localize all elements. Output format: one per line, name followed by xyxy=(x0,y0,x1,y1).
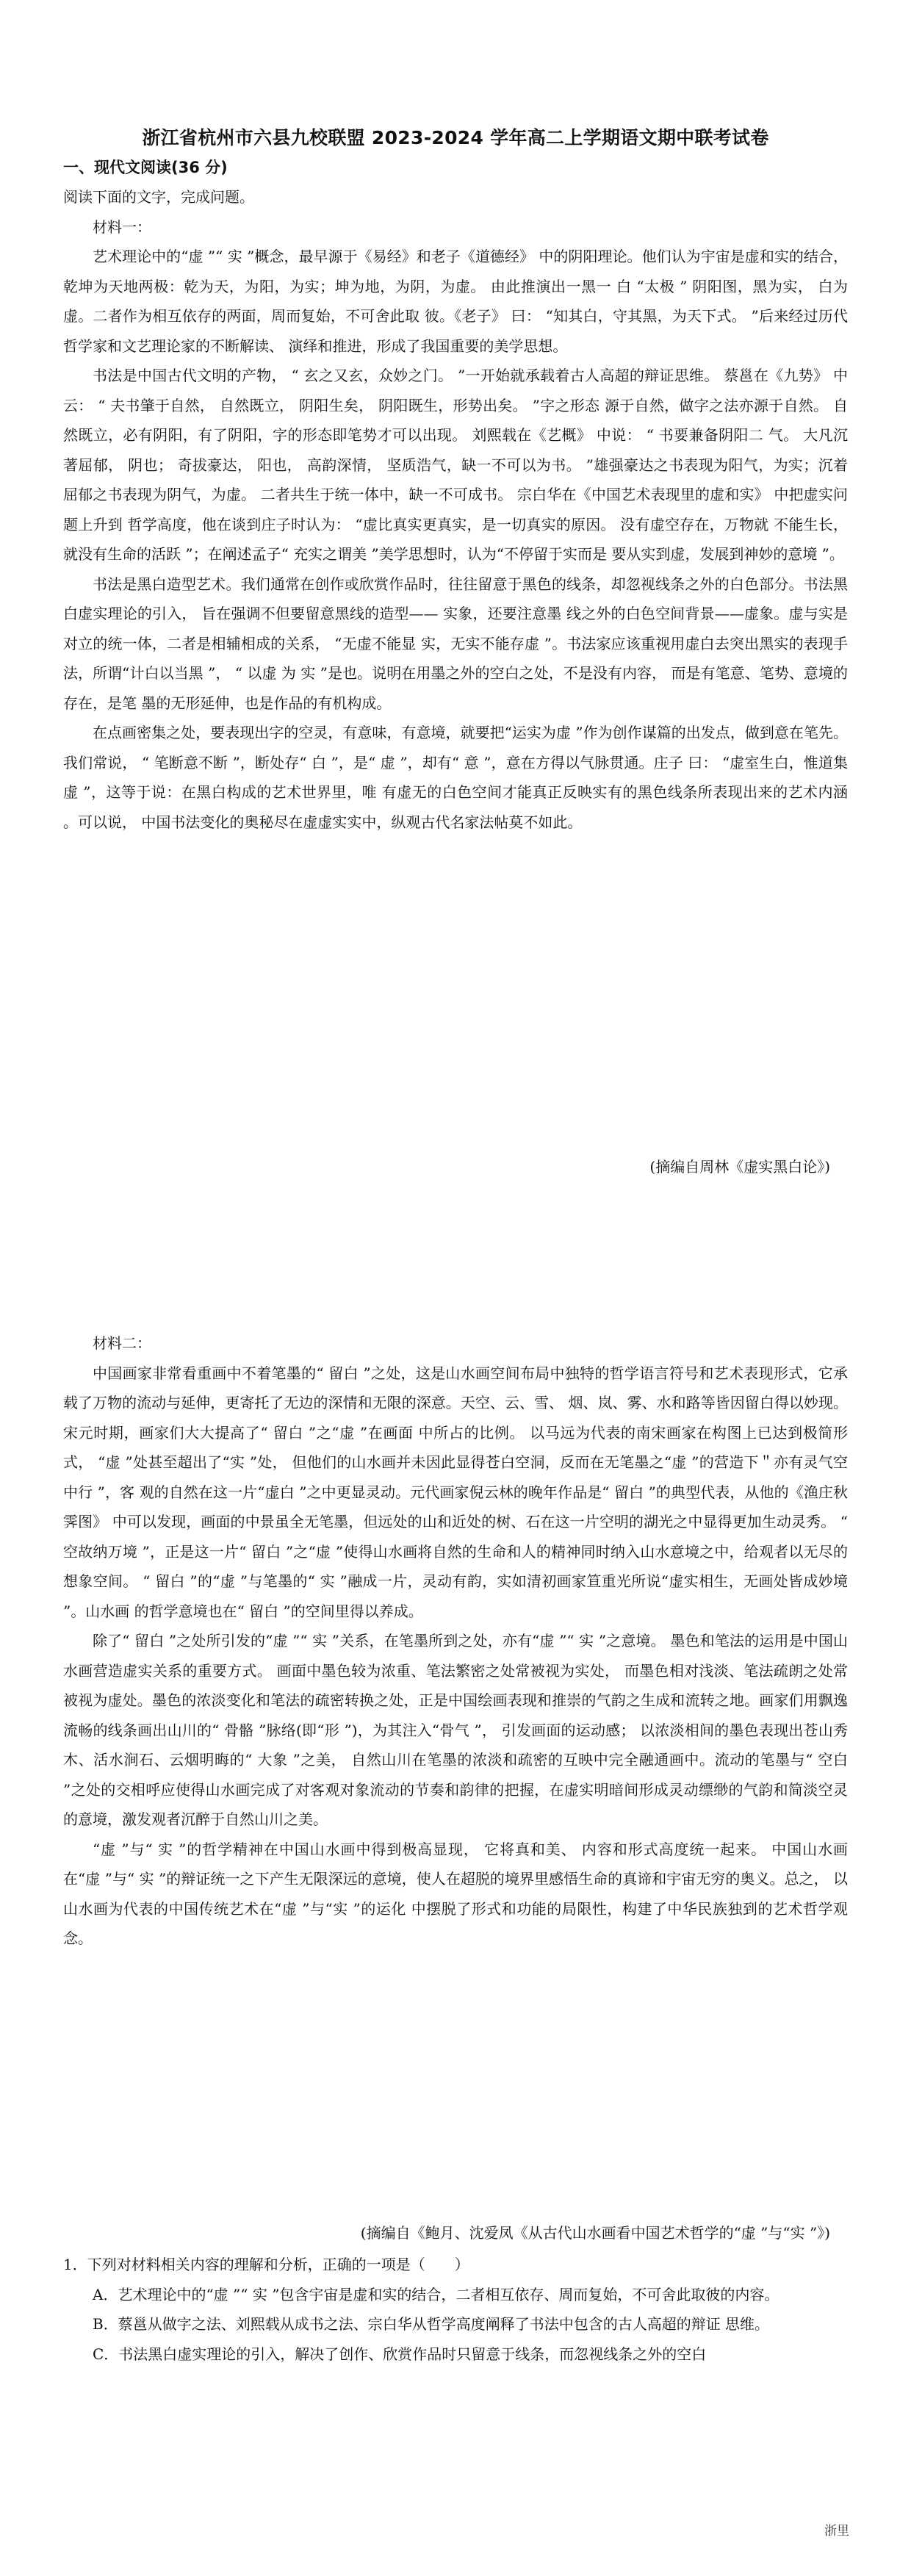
material2-paragraph: “虚 ”与“ 实 ”的哲学精神在中国山水画中得到极高显现， 它将真和美、 内容和形式高度统一起来。 中国山水画在“虚 ”与“ 实 ”的辩证统一之下产生无限深远的意境，使人在超脱的境界里感悟生命的真谛和宇宙无穷的奥义。总之， 以山水画为代表的中国传统艺术在“虚 ”与“实 ”的运化 中摆脱了形式和功能的局限性，构建了中华民族独到的艺术哲学观念。 xyxy=(63,1840,848,1947)
question-option-b: B．蔡邕从做字之法、刘熙载从成书之法、宗白华从哲学高度阐释了书法中包含的古人高超的辩证 思维。 xyxy=(93,2315,770,2333)
material1-paragraph: 艺术理论中的“虚 ”“ 实 ”概念，最早源于《易经》和老子《道德经》 中的阴阳理论。他们认为宇宙是虚和实的结合，乾坤为天地两极：乾为天，为阳，为实；坤为地，为阴，为虚。 由此推演出一黑一 白 “太极 ” 阴阳图，黑为实， 白为虚。二者作为相互依存的两面，周而复始，不可舍此取 彼。《老子》 曰： “知其白，守其黑，为天下式。 ”后来经过历代哲学家和文艺理论家的不断解读、 演绎和推进，形成了我国重要的美学思想。 xyxy=(63,248,848,355)
material2-paragraph: 除了“ 留白 ”之处所引发的“虚 ”“ 实 ”关系，在笔墨所到之处，亦有“虚 ”“ 实 ”之意境。 墨色和笔法的运用是中国山水画营造虚实关系的重要方式。 画面中墨色较为浓重、笔法繁密之处常被视为实处， 而墨色相对浅淡、笔法疏朗之处常被视为虚处。墨色的浓淡变化和笔法的疏密转换之处，正是中国绘画表现和推崇的气韵之生成和流转之地。画家们用飘逸流畅的线条画出山川的“ 骨骼 ”脉络(即“形 ”)，为其注入“骨气 ”， 引发画面的运动感； 以浓淡相间的墨色表现出苍山秀木、活水涧石、云烟明晦的“ 大象 ”之美， 自然山川在笔墨的浓淡和疏密的互映中完全融通画中。流动的笔墨与“ 空白 ”之处的交相呼应使得山水画完成了对客观对象流动的节奏和韵律的把握，在虚实明暗间形成灵动缥缈的气韵和简淡空灵的意境，激发观者沉醉于自然山川之美。 xyxy=(63,1632,848,1828)
material2-source: (摘编自《鲍月、沈爱凤《从古代山水画看中国艺术哲学的“虚 ”与“实 ”》) xyxy=(360,2224,830,2242)
material2-paragraph: 中国画家非常看重画中不着笔墨的“ 留白 ”之处，这是山水画空间布局中独特的哲学语言符号和艺术表现形式，它承载了万物的流动与延伸，更寄托了无边的深情和无限的深意。天空、云、雪、 烟、岚、雾、水和路等皆因留白得以妙现。宋元时期，画家们大大提高了“ 留白 ”之“虚 ”在画面 中所占的比例。 以马远为代表的南宋画家在构图上已达到极简形式， “虚 ”处甚至超出了“实 ”处， 但他们的山水画并未因此显得苍白空洞，反而在无笔墨之“虚 ”的营造下＂亦有灵气空中行 ”，客 观的自然在这一片“虚白 ”之中更显灵动。元代画家倪云林的晚年作品是“ 留白 ”的典型代表，从他的《渔庄秋霁图》 中可以发现，画面的中景虽全无笔墨，但远处的山和近处的树、石在这一片空明的湖光之中显得更加生动灵秀。 “ 空故纳万境 ”，正是这一片“ 留白 ”之“虚 ”使得山水画将自然的生命和人的精神同时纳入山水意境之中，给观者以无尽的想象空间。 “ 留白 ”的“虚 ”与笔墨的“ 实 ”融成一片，灵动有韵，实如清初画家笪重光所说“虚实相生，无画处皆成妙境 ”。山水画 的哲学意境也在“ 留白 ”的空间里得以养成。 xyxy=(63,1364,848,1620)
material1-label: 材料一： xyxy=(93,217,151,236)
instruction-text: 阅读下面的文字，完成问题。 xyxy=(63,188,254,206)
material1-paragraph: 书法是黑白造型艺术。我们通常在创作或欣赏作品时，往往留意于黑色的线条，却忽视线条之外的白色部分。书法黑白虚实理论的引入， 旨在强调不但要留意黑线的造型—— 实象，还要注意墨 线之外的白色空间背景——虚象。虚与实是对立的统一体，二者是相辅相成的关系， “无虚不能显 实，无实不能存虚 ”。书法家应该重视用虚白去突出黑实的表现手法，所谓“计白以当黑 ”， “ 以虚 为 实 ”是也。说明在用墨之外的空白之处，不是没有内容， 而是有笔意、笔势、意境的存在，是笔 墨的无形延伸，也是作品的有机构成。 xyxy=(63,575,848,712)
material1-block xyxy=(63,182,848,837)
question-1 xyxy=(63,2250,848,2369)
material1-source: (摘编自周林《虚实黑白论》) xyxy=(649,1158,830,1176)
question-option-a: A．艺术理论中的“虚 ”“ 实 ”包含宇宙是虚和实的结合，二者相互依存、周而复始，不可舍此取彼的内容。 xyxy=(93,2285,779,2303)
material1-paragraph: 书法是中国古代文明的产物， “ 玄之又玄，众妙之门。 ”一开始就承载着古人高超的辩证思维。 蔡邕在《九势》 中云： “ 夫书肇于自然， 自然既立， 阴阳生矣， 阴阳既生，形势出矣。 ”字之形态 源于自然，做字之法亦源于自然。 自然既立，必有阴阳，有了阴阳，字的形态即笔势才可以出现。 刘熙载在《艺概》 中说： “ 书要兼备阴阳二 气。 大凡沉著屈郁， 阴也； 奇拔豪达， 阳也， 高韵深情， 坚质浩气，缺一不可以为书。 ”雄强豪达之书表现为阳气，为实；沉着屈郁之书表现为阴气，为虚。 二者共生于统一体中，缺一不可成书。 宗白华在《中国艺术表现里的虚和实》 中把虚实问题上升到 哲学高度，他在谈到庄子时认为： “虚比真实更真实，是一切真实的原因。 没有虚空存在，万物就 不能生长，就没有生命的活跃 ”；在阐述孟子“ 充实之谓美 ”美学思想时，认为“不停留于实而是 要从实到虚，发展到神妙的意境 ”。 xyxy=(63,367,848,563)
material1-paragraph: 在点画密集之处，要表现出字的空灵，有意味，有意境，就要把“运实为虚 ”作为创作谋篇的出发点，做到意在笔先。我们常说， “ 笔断意不断 ”，断处存“ 白 ”，是“ 虚 ”，却有“ 意 ”，意在方得以气脉贯通。庄子 曰： “虚室生白，惟道集虚 ”，这等于说：在黑白构成的艺术世界里，唯 有虚无的白色空间才能真正反映实有的黑色线条所表现出来的艺术内涵 。可以说， 中国书法变化的奥秘尽在虚虚实实中，纵观古代名家法帖莫不如此。 xyxy=(63,724,848,831)
material2-block xyxy=(63,1328,848,1954)
question-stem: 1．下列对材料相关内容的理解和分析，正确的一项是（ ） xyxy=(63,2256,469,2273)
document-title: 浙江省杭州市六县九校联盟 2023-2024 学年高二上学期语文期中联考试卷 xyxy=(142,127,769,148)
section-heading: 一、现代文阅读(36 分) xyxy=(63,159,228,176)
material2-label: 材料二： xyxy=(93,1334,151,1352)
question-option-c: C．书法黑白虚实理论的引入，解决了创作、欣赏作品时只留意于线条，而忽视线条之外的空白 xyxy=(93,2345,707,2363)
page-footer: 浙里 xyxy=(824,2524,849,2539)
